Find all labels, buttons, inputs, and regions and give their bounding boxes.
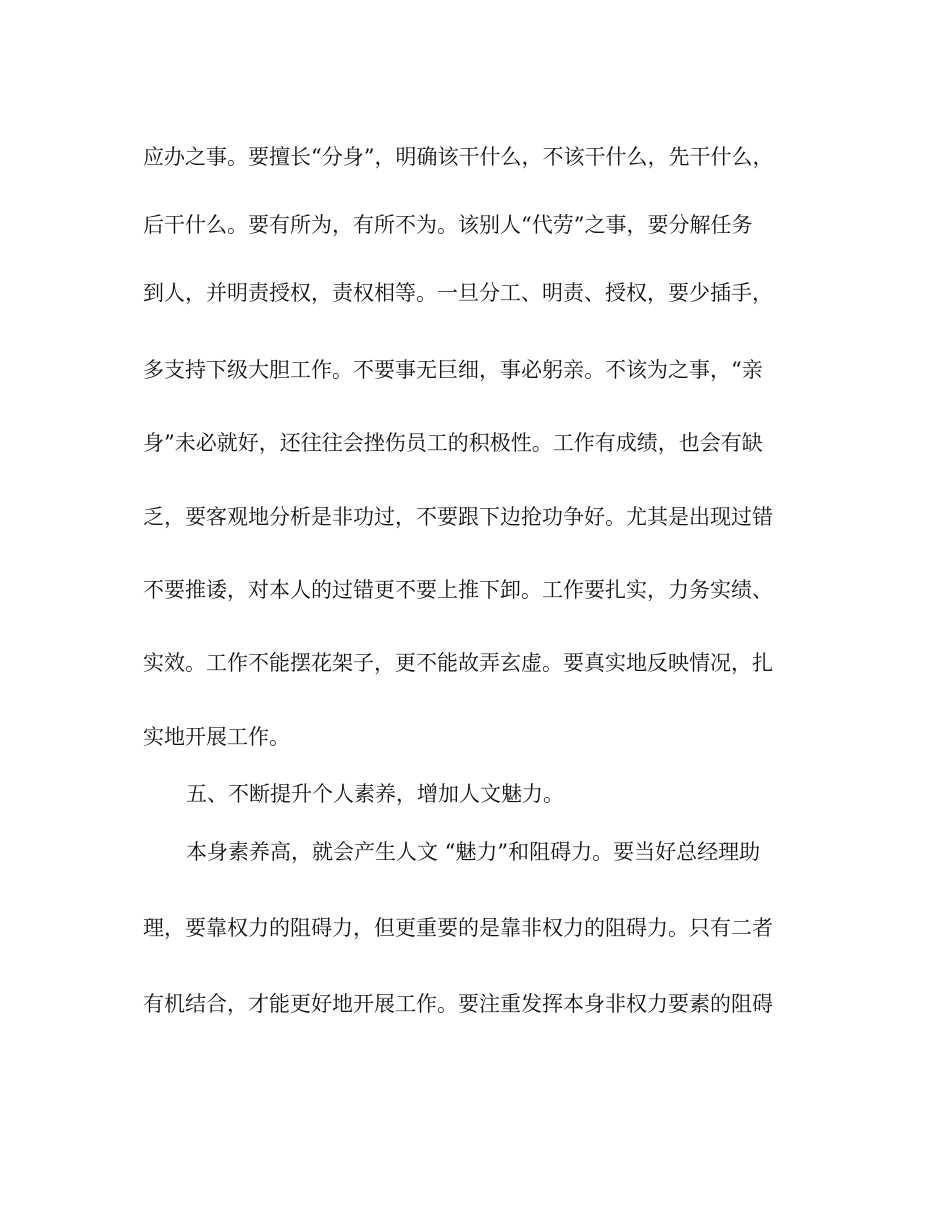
section-heading: 五、不断提升个人素养，增加人文魅力。	[186, 782, 564, 806]
paragraph-line: 本身素养高，就会产生人文 “魅力”和阻碍力。要当好总经理助	[186, 840, 761, 864]
text-line: 应办之事。要擅长“分身”，明确该干什么，不该干什么，先干什么，	[143, 145, 774, 169]
paragraph-line: 有机结合，才能更好地开展工作。要注重发挥本身非权力要素的阻碍	[143, 992, 773, 1016]
text-line: 实效。工作不能摆花架子，更不能故弄玄虚。要真实地反映情况，扎	[143, 651, 773, 675]
text-line: 多支持下级大胆工作。不要事无巨细，事必躬亲。不该为之事，“亲	[143, 358, 763, 382]
paragraph-line: 理，要靠权力的阻碍力，但更重要的是靠非权力的阻碍力。只有二者	[143, 916, 773, 940]
text-line: 不要推诿，对本人的过错更不要上推下卸。工作要扎实，力务实绩、	[143, 578, 773, 602]
text-line: 到人，并明责授权，责权相等。一旦分工、明责、授权，要少插手，	[143, 281, 773, 305]
text-line: 身”未必就好，还往往会挫伤员工的积极性。工作有成绩，也会有缺	[143, 431, 763, 455]
text-line: 实地开展工作。	[143, 725, 290, 749]
text-line: 后干什么。要有所为，有所不为。该别人“代劳”之事，要分解任务	[143, 213, 753, 237]
text-line: 乏，要客观地分析是非功过，不要跟下边抢功争好。尤其是出现过错	[143, 505, 773, 529]
